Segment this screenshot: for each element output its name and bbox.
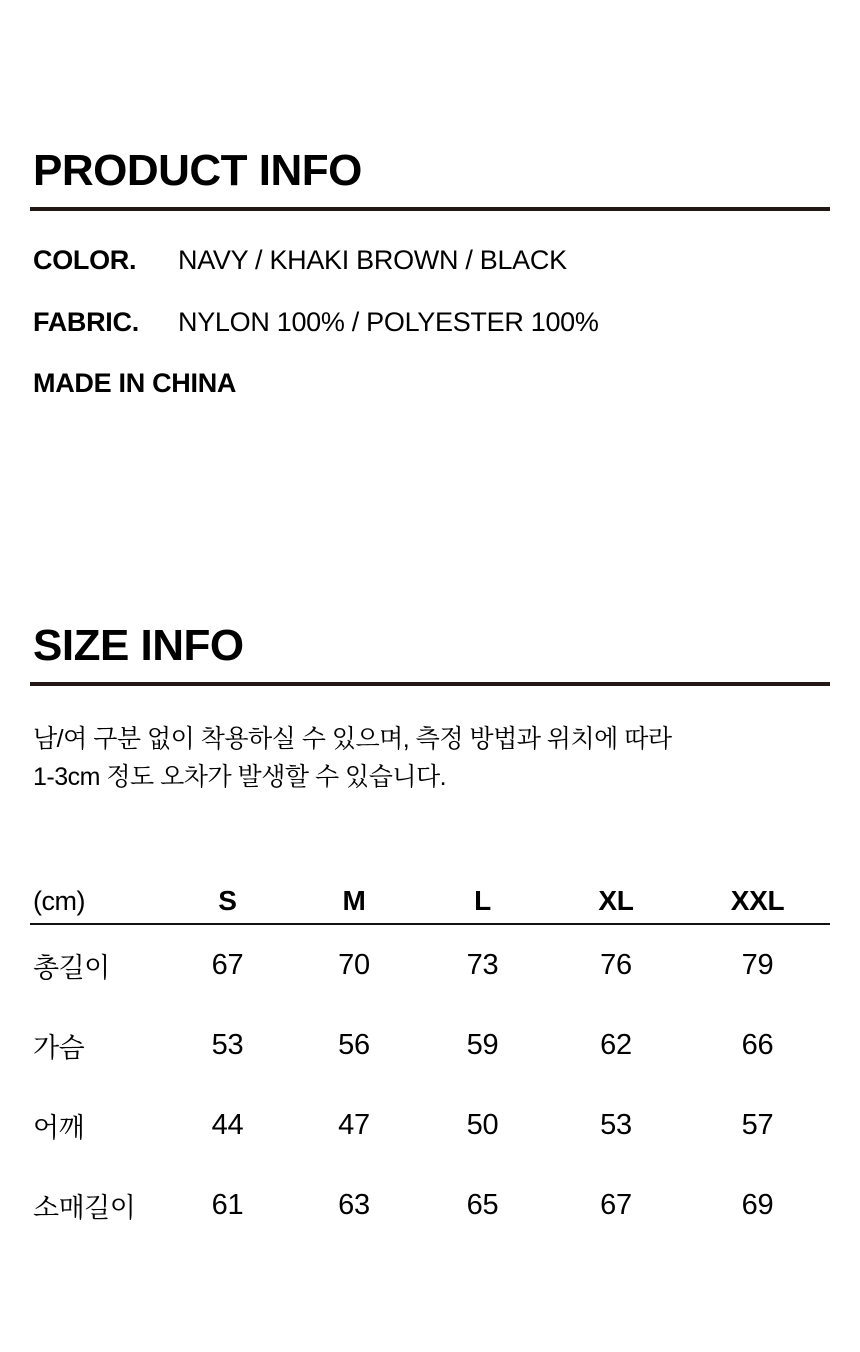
product-info-rows [30,243,830,339]
fabric-row [30,305,830,339]
size-table-unit-label: (cm) [33,886,85,916]
size-table [30,884,830,1245]
table-row-chest [30,1005,830,1085]
sleeve-xl: 67 [600,1188,632,1221]
size-note-line-1: 남/여 구분 없이 착용하실 수 있으며, 측정 방법과 위치에 따라 [33,725,672,753]
chest-xl: 62 [600,1028,632,1061]
shoulder-l: 50 [466,1108,499,1141]
table-row-shoulder [30,1085,830,1165]
total-length-s: 67 [211,948,244,981]
product-info-title: PRODUCT INFO [33,146,362,195]
shoulder-xl: 53 [600,1108,632,1141]
chest-s: 53 [211,1028,244,1061]
chest-l: 59 [466,1028,499,1061]
total-length-l: 73 [466,948,499,981]
total-length-m: 70 [338,948,370,981]
size-col-m: M [342,885,366,916]
size-col-xxl: XXL [730,885,785,916]
table-row-total-length [30,925,830,1005]
size-table-header-row [30,884,830,925]
shoulder-xxl: 57 [741,1108,774,1141]
chest-m: 56 [338,1028,370,1061]
made-in-text: MADE IN CHINA [33,368,237,398]
row-label-shoulder: 어깨 [33,1112,85,1143]
size-info-title: SIZE INFO [33,621,244,670]
chest-xxl: 66 [741,1028,774,1061]
total-length-xxl: 79 [741,948,774,981]
color-row [30,243,830,277]
size-note [30,720,830,796]
color-value: NAVY / KHAKI BROWN / BLACK [178,245,567,275]
sleeve-l: 65 [466,1188,499,1221]
sleeve-s: 61 [211,1188,244,1221]
size-col-xl: XL [598,885,634,916]
size-col-l: L [474,885,491,916]
product-info-divider [30,207,830,211]
shoulder-s: 44 [211,1108,244,1141]
shoulder-m: 47 [338,1108,370,1141]
fabric-value: NYLON 100% / POLYESTER 100% [178,307,599,337]
fabric-label: FABRIC. [33,307,139,337]
row-label-total-length: 총길이 [33,952,110,983]
total-length-xl: 76 [600,948,632,981]
row-label-sleeve-length: 소매길이 [33,1192,136,1223]
color-label: COLOR. [33,245,137,275]
size-note-line-2: 1-3cm 정도 오차가 발생할 수 있습니다. [33,763,447,791]
size-col-s: S [218,885,237,916]
sleeve-xxl: 69 [741,1188,774,1221]
sleeve-m: 63 [338,1188,370,1221]
size-info-divider [30,682,830,686]
row-label-chest: 가슴 [33,1032,85,1063]
table-row-sleeve-length [30,1165,830,1245]
